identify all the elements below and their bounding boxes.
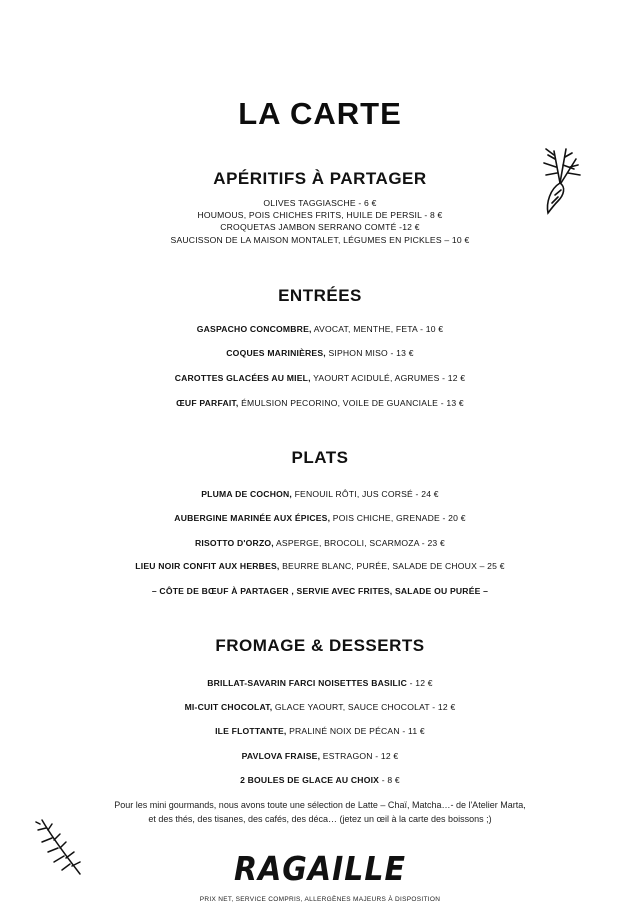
dish-desc: BEURRE BLANC, PURÉE, SALADE DE CHOUX – 25 € <box>279 561 505 571</box>
dish-name: MI-CUIT CHOCOLAT, <box>184 702 273 712</box>
dish-desc: - 12 € <box>406 678 433 688</box>
dish-name: AUBERGINE MARINÉE AUX ÉPICES, <box>174 513 331 523</box>
dish-name: ŒUF PARFAIT, <box>176 398 239 408</box>
menu-item <box>0 702 640 712</box>
menu-item <box>0 538 640 548</box>
legal-notice: PRIX NET, SERVICE COMPRIS, ALLERGÈNES MAJEURS À DISPOSITION <box>199 896 441 903</box>
menu-item <box>0 678 640 688</box>
dish-desc: FENOUIL RÔTI, JUS CORSÉ - 24 € <box>291 489 439 499</box>
dish-name: LIEU NOIR CONFIT AUX HERBES, <box>135 561 280 571</box>
footnote-line: Pour les mini gourmands, nous avons toute une sélection de Latte – Chaï, Matcha…- de l'Atelier Marta, <box>114 800 526 810</box>
menu-item <box>0 775 640 785</box>
dish-desc: ASPERGE, BROCOLI, SCARMOZA - 23 € <box>273 538 445 548</box>
section-title-aperitifs: APÉRITIFS À PARTAGER <box>213 169 427 188</box>
section-title-desserts: FROMAGE & DESSERTS <box>215 636 425 655</box>
dish-desc: ESTRAGON - 12 € <box>320 751 399 761</box>
dish-name: GASPACHO CONCOMBRE, <box>196 324 312 334</box>
menu-item <box>0 726 640 736</box>
dish-name: CAROTTES GLACÉES AU MIEL, <box>174 373 311 383</box>
menu-item <box>0 348 640 358</box>
dish-name: ILE FLOTTANTE, <box>215 726 287 736</box>
menu-item <box>0 561 640 571</box>
list-item: CROQUETAS JAMBON SERRANO COMTÉ -12 € <box>220 222 420 233</box>
footnote <box>0 798 640 826</box>
dish-desc: YAOURT ACIDULÉ, AGRUMES - 12 € <box>310 373 466 383</box>
dish-name: – CÔTE DE BŒUF À PARTAGER , SERVIE AVEC FRITES, SALADE OU PURÉE – <box>151 586 489 596</box>
menu-item <box>0 586 640 596</box>
menu-item <box>0 373 640 383</box>
dish-desc: GLACE YAOURT, SAUCE CHOCOLAT - 12 € <box>272 702 456 712</box>
menu-item <box>0 324 640 334</box>
section-title-plats: PLATS <box>291 448 349 467</box>
aperitifs-list <box>0 197 640 246</box>
dish-name: BRILLAT-SAVARIN FARCI NOISETTES BASILIC <box>207 678 407 688</box>
dish-name: COQUES MARINIÈRES, <box>226 348 326 358</box>
dish-name: 2 BOULES DE GLACE AU CHOIX <box>240 775 380 785</box>
menu-item <box>0 489 640 499</box>
dish-name: PLUMA DE COCHON, <box>201 489 292 499</box>
brand-logo: RAGAILLE <box>233 850 407 889</box>
dish-desc: PRALINÉ NOIX DE PÉCAN - 11 € <box>286 726 425 736</box>
list-item: HOUMOUS, POIS CHICHES FRITS, HUILE DE PERSIL - 8 € <box>197 210 443 221</box>
footnote-line: et des thés, des tisanes, des cafés, des déca… (jetez un œil à la carte des boissons ;) <box>148 814 492 824</box>
list-item: OLIVES TAGGIASCHE - 6 € <box>263 198 377 208</box>
dish-desc: SIPHON MISO - 13 € <box>325 348 414 358</box>
menu-item <box>0 513 640 523</box>
menu-item <box>0 398 640 408</box>
list-item: SAUCISSON DE LA MAISON MONTALET, LÉGUMES EN PICKLES – 10 € <box>170 234 470 245</box>
dish-desc: ÉMULSION PECORINO, VOILE DE GUANCIALE - 13 € <box>238 398 464 408</box>
dish-desc: AVOCAT, MENTHE, FETA - 10 € <box>311 324 444 334</box>
dish-desc: - 8 € <box>379 775 400 785</box>
menu-item <box>0 751 640 761</box>
dish-desc: POIS CHICHE, GRENADE - 20 € <box>330 513 466 523</box>
dish-name: PAVLOVA FRAISE, <box>241 751 321 761</box>
section-title-entrees: ENTRÉES <box>278 286 362 305</box>
page-title: LA CARTE <box>238 96 402 131</box>
dish-name: RISOTTO D'ORZO, <box>195 538 274 548</box>
